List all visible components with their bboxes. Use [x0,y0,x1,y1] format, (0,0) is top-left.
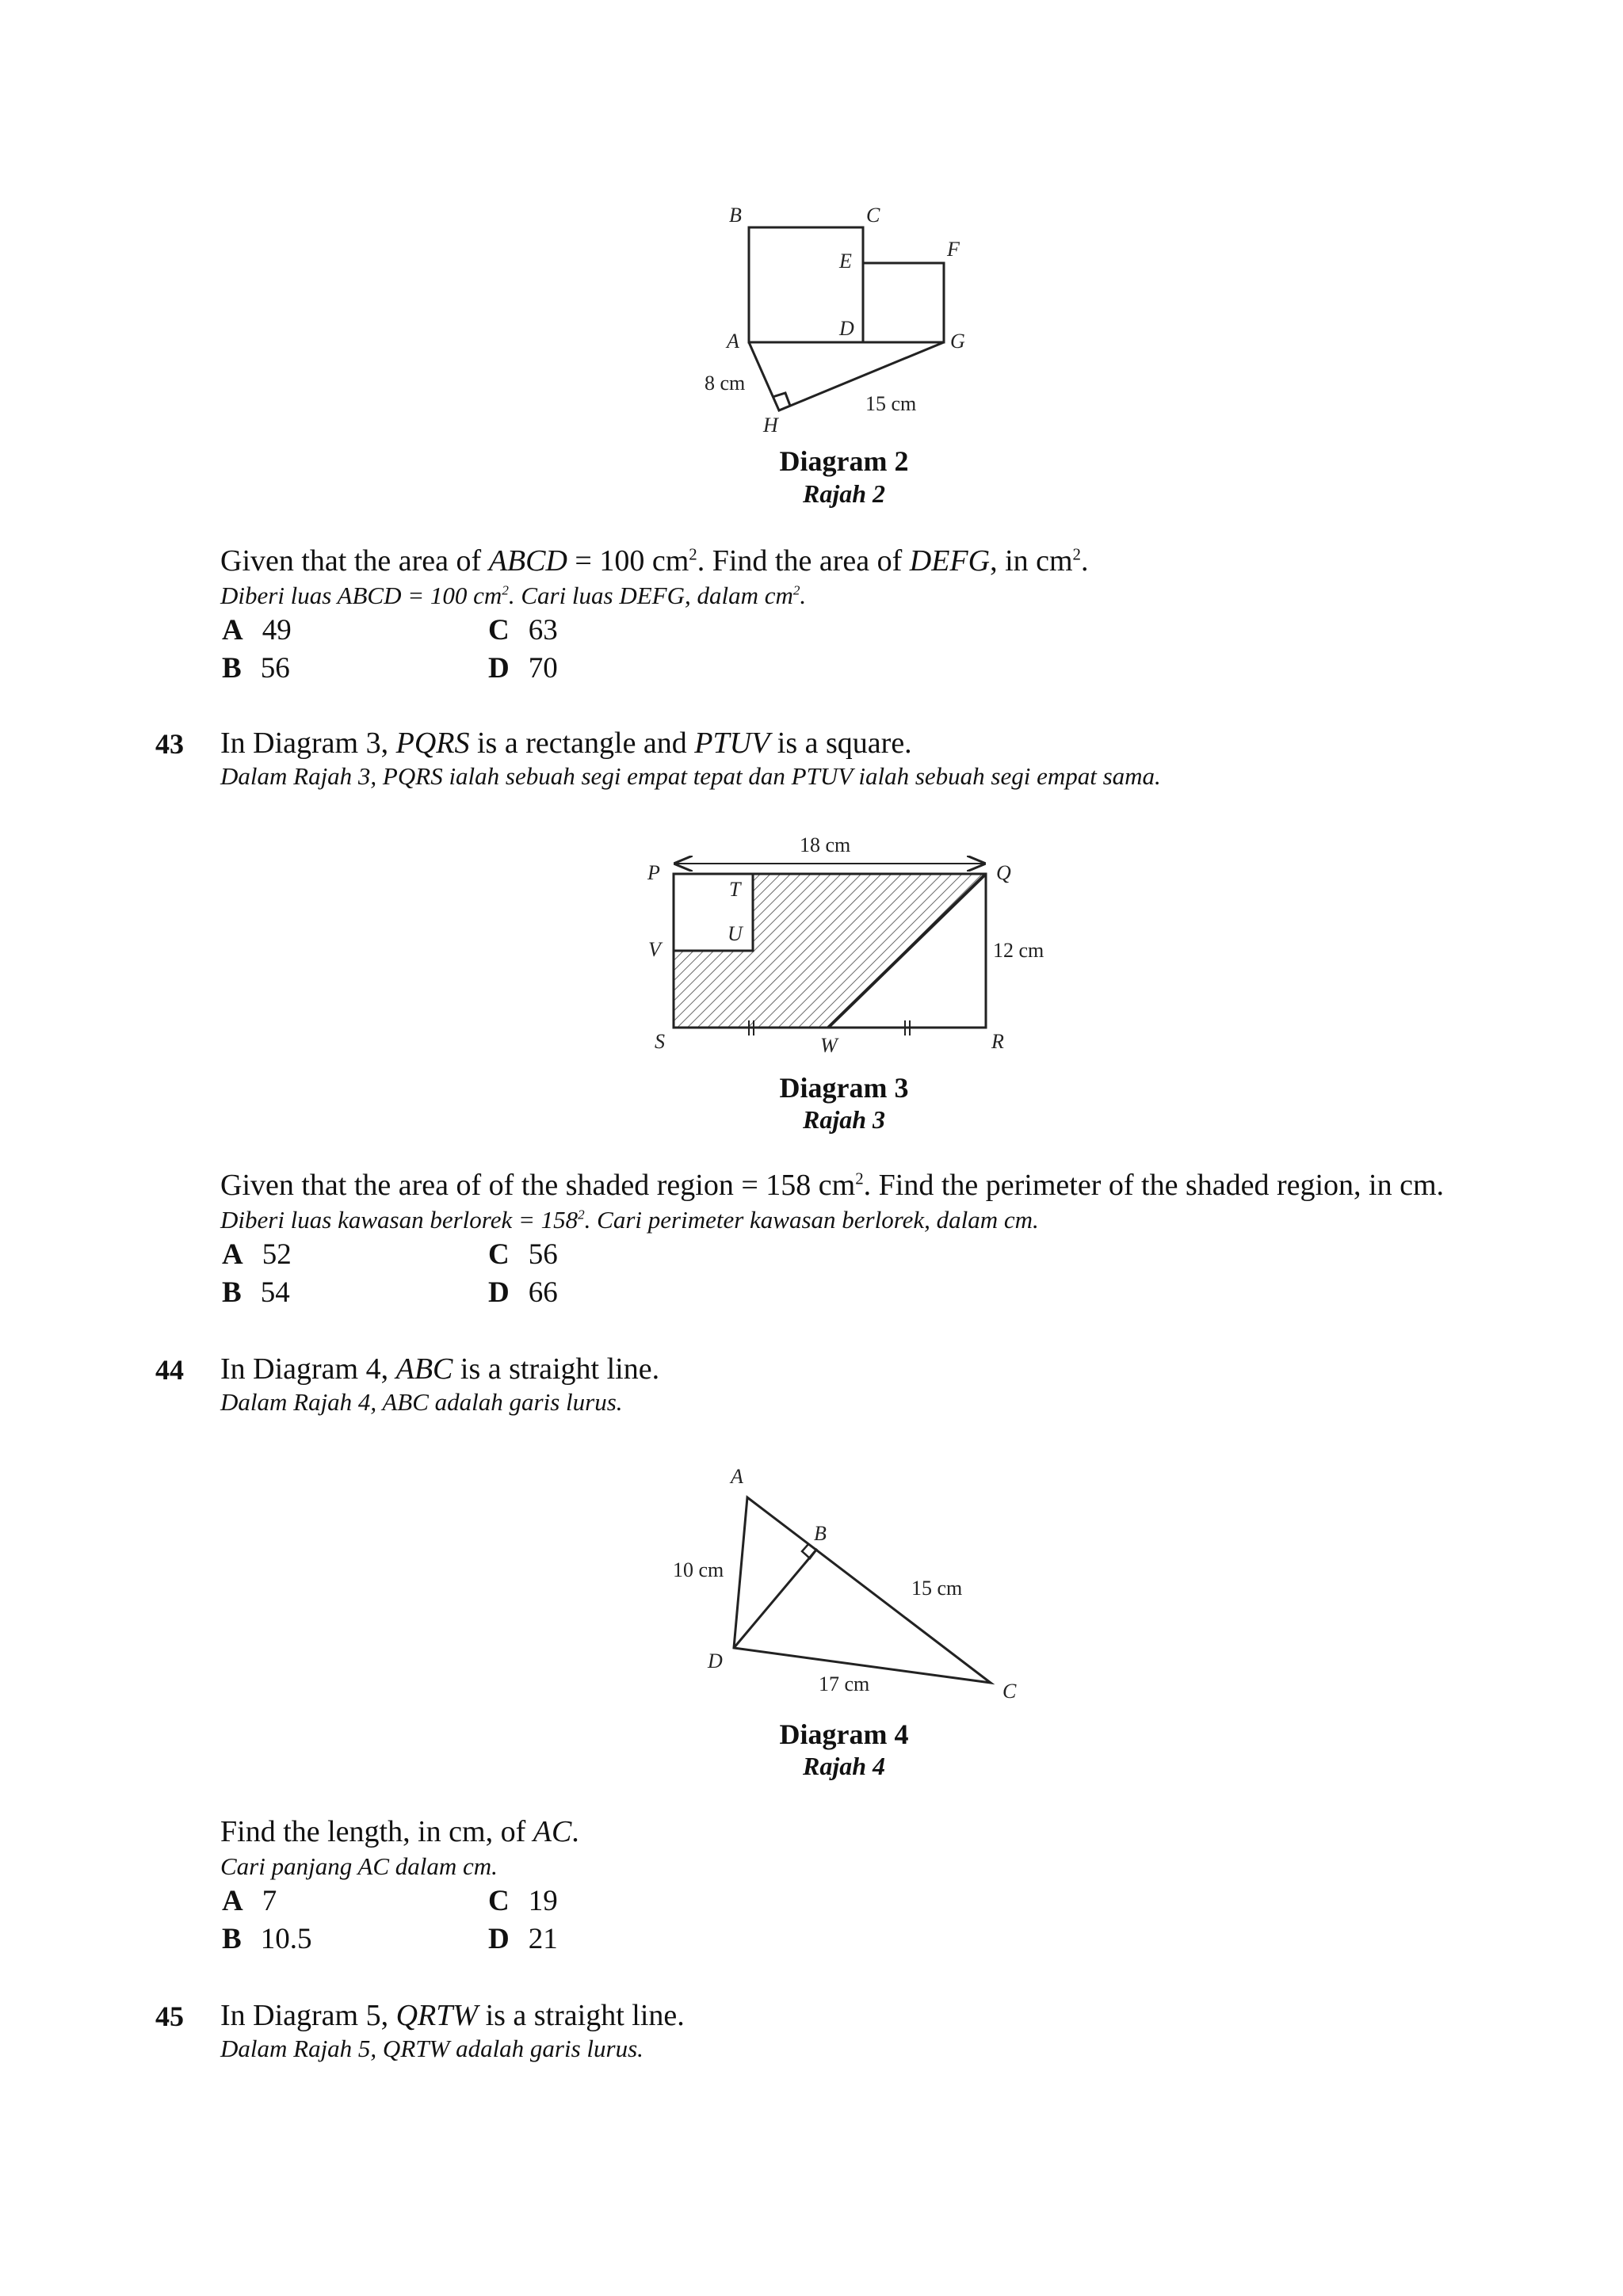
q42-option-d[interactable]: D 70 [488,652,558,685]
q43-option-a[interactable]: A 52 [222,1238,292,1271]
diagram-4-caption-ms: Rajah 4 [802,1752,886,1780]
q42-option-c[interactable]: C 63 [488,614,558,646]
measure-qr: 12 cm [993,939,1044,962]
q42-stem-ms: Diberi luas ABCD = 100 $cm^2$. Cari luas DEFG, dalam $cm^2$. [220,582,807,609]
q44-option-d[interactable]: D 21 [488,1923,558,1955]
q43-option-c[interactable]: C 56 [488,1238,558,1271]
q42-option-b[interactable]: B 56 [222,652,290,685]
label-p: P [647,861,660,884]
label-c: C [866,204,880,227]
q44-stem: In Diagram 4, ABC is a straight line. [220,1352,660,1386]
q42-option-a[interactable]: A 49 [222,614,292,646]
label-d: D [839,317,854,340]
line-db [734,1549,817,1648]
label-t: T [729,878,741,901]
measure-dc: 17 cm [819,1672,870,1695]
diagram-2-caption: Diagram 2 [779,445,909,477]
measure-ad: 10 cm [673,1558,724,1581]
q43-stem: In Diagram 3, PQRS is a rectangle and PTUV is a square. [220,727,912,760]
label-u: U [727,922,743,945]
measure-hg: 15 cm [865,392,917,415]
label-e: E [839,250,852,273]
label-a: A [731,1465,743,1488]
label-q: Q [996,861,1011,884]
measure-pq: 18 cm [800,833,851,856]
label-d: D [708,1650,723,1672]
q44-number: 44 [155,1354,184,1386]
measure-ah: 8 cm [705,372,746,395]
q45-stem-ms: Dalam Rajah 5, QRTW adalah garis lurus. [220,2035,643,2062]
label-b: B [729,204,742,227]
q43-option-d[interactable]: D 66 [488,1276,558,1309]
diagram-4-caption: Diagram 4 [779,1718,909,1750]
label-r: R [991,1030,1004,1053]
q43-option-b[interactable]: B 54 [222,1276,290,1309]
q43-given-ms: Diberi luas kawasan berlorek = $158^2$. Cari perimeter kawasan berlorek, dalam cm. [220,1206,1039,1234]
diagram-2-caption-ms: Rajah 2 [802,479,886,508]
q43-number: 43 [155,728,184,760]
label-w: W [820,1034,838,1057]
label-s: S [655,1030,665,1053]
q43-given: Given that the area of of the shaded region = 158 $cm^2$. Find the perimeter of the shaded region, in cm. [220,1169,1445,1202]
measure-bc: 15 cm [911,1577,963,1600]
diagram-3-caption-ms: Rajah 3 [802,1105,886,1134]
q42-stem: Given that the area of ABCD = 100 $cm^2$. Find the area of DEFG, in $cm^2$. [220,544,1089,578]
q43-stem-ms: Dalam Rajah 3, PQRS ialah sebuah segi empat tepat dan PTUV ialah sebuah segi empat sama. [220,762,1161,790]
q45-stem: In Diagram 5, QRTW is a straight line. [220,1999,685,2032]
q44-option-b[interactable]: B 10.5 [222,1923,312,1955]
label-f: F [947,238,960,261]
diagram-3-caption: Diagram 3 [779,1072,909,1104]
label-c: C [1002,1680,1017,1703]
q44-find-ms: Cari panjang AC dalam cm. [220,1852,498,1880]
q44-option-c[interactable]: C 19 [488,1885,558,1917]
label-g: G [950,330,965,353]
q44-find: Find the length, in cm, of AC. [220,1815,579,1848]
label-b: B [814,1522,827,1545]
q45-number: 45 [155,2000,184,2032]
label-a: A [727,330,739,353]
label-h: H [763,414,778,437]
q44-option-a[interactable]: A 7 [222,1885,277,1917]
q44-stem-ms: Dalam Rajah 4, ABC adalah garis lurus. [220,1388,623,1416]
label-v: V [648,938,661,961]
